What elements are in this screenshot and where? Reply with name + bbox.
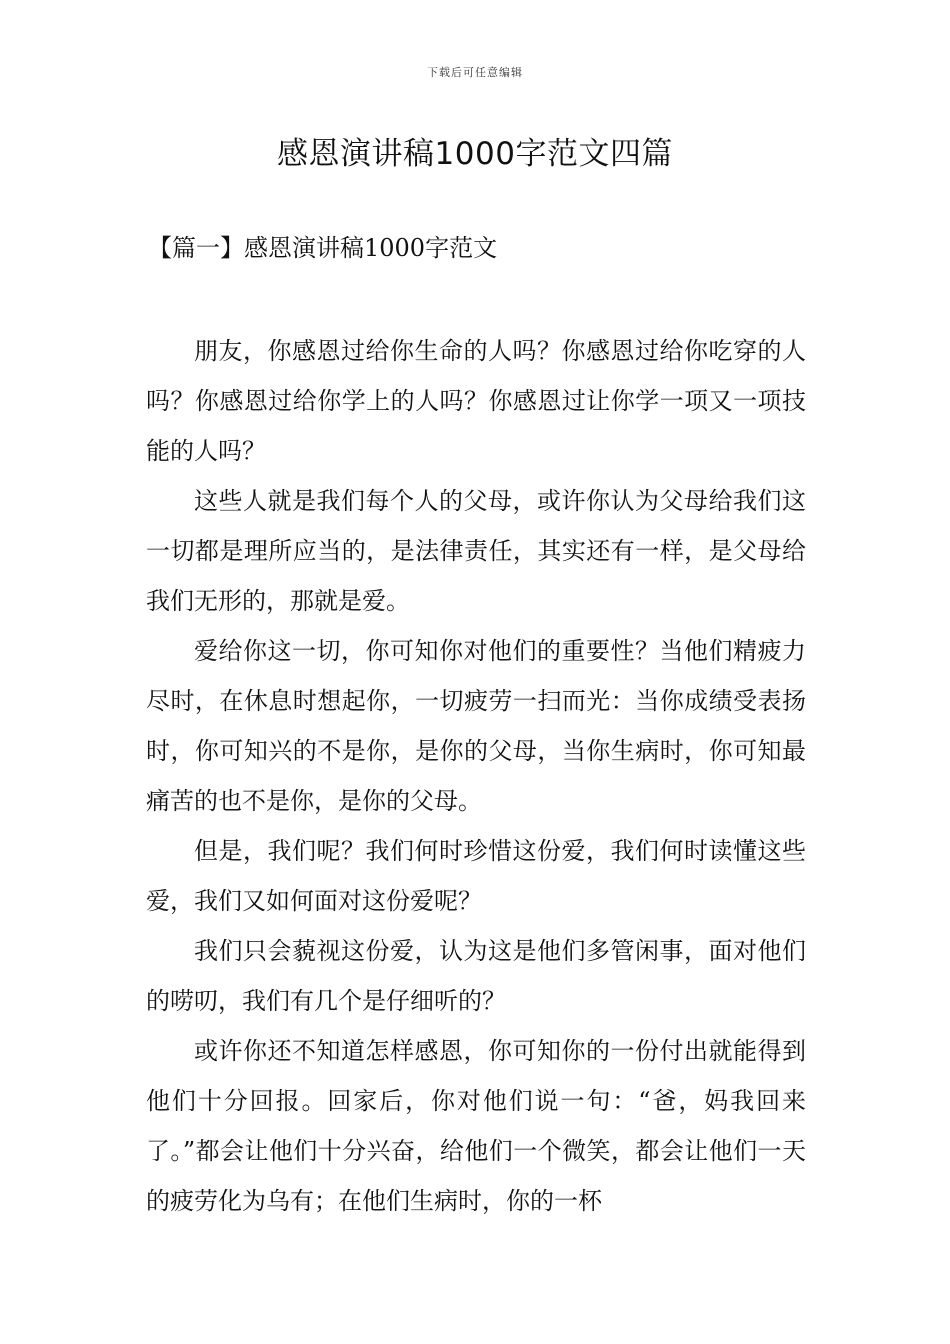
paragraph-6: 或许你还不知道怎样感恩，你可知你的一份付出就能得到他们十分回报。回家后，你对他们说一句：“爸，妈我回来了。”都会让他们十分兴奋，给他们一个微笑，都会让他们一天的疲劳化为乌有；在他们生病时，你的一杯 bbox=[146, 1037, 806, 1215]
paragraph-3: 爱给你这一切，你可知你对他们的重要性？当他们精疲力尽时，在休息时想起你，一切疲劳一扫而光：当你成绩受表扬时，你可知兴的不是你，是你的父母，当你生病时，你可知最痛苦的也不是你，是你的父母。 bbox=[146, 637, 806, 815]
paragraph-4: 但是，我们呢？我们何时珍惜这份爱，我们何时读懂这些爱，我们又如何面对这份爱呢？ bbox=[146, 837, 806, 915]
paragraph-5: 我们只会藐视这份爱，认为这是他们多管闲事，面对他们的唠叨，我们有几个是仔细听的？ bbox=[146, 937, 806, 1015]
document-title: 感恩演讲稿1000字范文四篇 bbox=[277, 136, 673, 172]
paragraph-2: 这些人就是我们每个人的父母，或许你认为父母给我们这一切都是理所应当的，是法律责任，其实还有一样，是父母给我们无形的，那就是爱。 bbox=[146, 487, 806, 615]
paragraph-1: 朋友，你感恩过给你生命的人吗？你感恩过给你吃穿的人吗？你感恩过给你学上的人吗？你感恩过让你学一项又一项技能的人吗？ bbox=[146, 337, 806, 465]
section-heading: 【篇一】感恩演讲稿1000字范文 bbox=[148, 234, 498, 262]
page-header-note: 下载后可任意编辑 bbox=[427, 66, 523, 79]
document-body bbox=[146, 326, 806, 1226]
